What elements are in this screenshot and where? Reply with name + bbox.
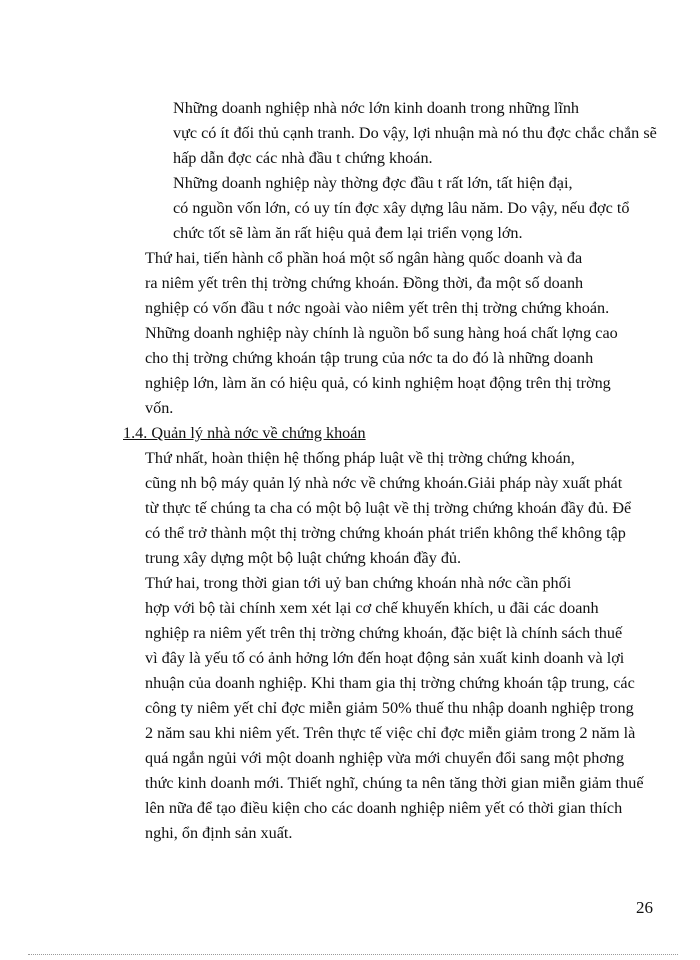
section-heading: [117, 421, 597, 446]
text-line: chức tốt sẽ làm ăn rất hiệu quả đem lại triển vọng lớn.: [173, 224, 523, 242]
text-line: từ thực tế chúng ta cha có một bộ luật về thị trờng chứng khoán đầy đủ. Để: [145, 499, 632, 517]
footer-divider: [28, 954, 678, 955]
text-line: có thể trở thành một thị trờng chứng khoán phát triển không thể không tập: [145, 524, 626, 542]
text-line: nghiệp có vốn đầu t nớc ngoài vào niêm yết trên thị trờng chứng khoán.: [145, 299, 610, 317]
text-line: hợp với bộ tài chính xem xét lại cơ chế khuyến khích, u đãi các doanh: [145, 599, 599, 617]
text-line: cho thị trờng chứng khoán tập trung của nớc ta do đó là những doanh: [145, 349, 594, 367]
text-line: vốn.: [145, 399, 174, 417]
paragraph-3: [117, 246, 618, 421]
paragraph-1: [117, 96, 657, 171]
paragraph-2: [117, 171, 630, 246]
body-text: [117, 96, 657, 846]
paragraph-4: [117, 446, 632, 571]
text-line: Thứ hai, tiến hành cổ phần hoá một số ngân hàng quốc doanh và đa: [145, 249, 583, 267]
text-line: nhuận của doanh nghiệp. Khi tham gia thị trờng chứng khoán tập trung, các: [145, 674, 635, 692]
paragraph-5: [117, 571, 644, 846]
text-line: vực có ít đối thủ cạnh tranh. Do vậy, lợi nhuận mà nó thu đợc chắc chắn sẽ: [173, 124, 657, 142]
text-line: cũng nh bộ máy quản lý nhà nớc về chứng khoán.Giải pháp này xuất phát: [145, 474, 623, 492]
text-line: nghiệp ra niêm yết trên thị trờng chứng khoán, đặc biệt là chính sách thuế: [145, 624, 623, 642]
text-line: Những doanh nghiệp này thờng đợc đầu t rất lớn, tất hiện đại,: [173, 174, 573, 192]
text-line: Những doanh nghiệp nhà nớc lớn kinh doanh trong những lĩnh: [173, 99, 580, 117]
page-number: 26: [636, 898, 653, 917]
text-line: ra niêm yết trên thị trờng chứng khoán. Đồng thời, đa một số doanh: [145, 274, 584, 292]
text-line: nghi, ổn định sản xuất.: [145, 824, 293, 842]
section-heading-text: 1.4. Quản lý nhà nớc về chứng khoán: [123, 424, 366, 442]
text-line: 2 năm sau khi niêm yết. Trên thực tế việc chỉ đợc miễn giảm trong 2 năm là: [145, 724, 636, 742]
text-line: vì đây là yếu tố có ảnh hởng lớn đến hoạt động sản xuất kinh doanh và lợi: [145, 649, 625, 667]
text-line: lên nữa để tạo điều kiện cho các doanh nghiệp niêm yết có thời gian thích: [145, 799, 623, 817]
text-line: công ty niêm yết chỉ đợc miễn giảm 50% thuế thu nhập doanh nghiệp trong: [145, 699, 634, 717]
text-line: hấp dẫn đợc các nhà đầu t chứng khoán.: [173, 149, 433, 167]
text-line: quá ngắn ngủi với một doanh nghiệp vừa mới chuyển đổi sang một phơng: [145, 749, 625, 767]
text-line: Thứ hai, trong thời gian tới uỷ ban chứng khoán nhà nớc cần phối: [145, 574, 572, 592]
text-line: nghiệp lớn, làm ăn có hiệu quả, có kinh nghiệm hoạt động trên thị trờng: [145, 374, 611, 392]
text-line: Thứ nhất, hoàn thiện hệ thống pháp luật về thị trờng chứng khoán,: [145, 449, 575, 467]
text-line: có nguồn vốn lớn, có uy tín đợc xây dựng lâu năm. Do vậy, nếu đợc tổ: [173, 199, 630, 217]
text-line: Những doanh nghiệp này chính là nguồn bổ sung hàng hoá chất lợng cao: [145, 324, 618, 342]
text-line: trung xây dựng một bộ luật chứng khoán đầy đủ.: [145, 549, 462, 567]
text-line: thức kinh doanh mới. Thiết nghĩ, chúng ta nên tăng thời gian miễn giảm thuế: [145, 774, 644, 792]
